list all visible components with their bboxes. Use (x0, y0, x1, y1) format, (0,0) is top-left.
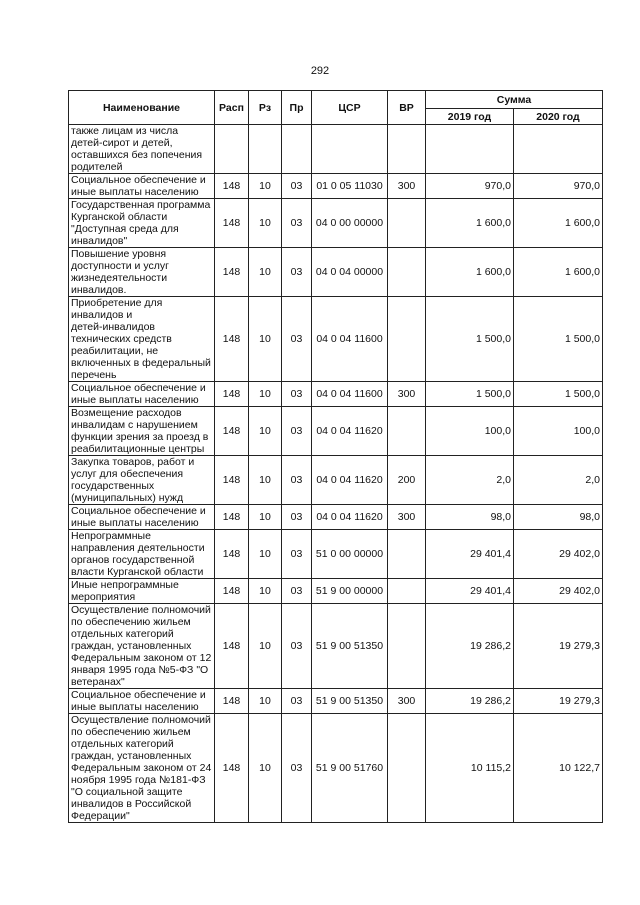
row-rz: 10 (249, 530, 282, 579)
row-2020: 1 600,0 (514, 199, 603, 248)
row-2019: 1 500,0 (426, 297, 514, 382)
row-2020: 970,0 (514, 174, 603, 199)
row-name: Социальное обеспечение и иные выплаты населению (69, 174, 215, 199)
row-name: Осуществление полномочий по обеспечению жильем отдельных категорий граждан, установленных Федеральным законом от 24 ноября 1995 года №181-ФЗ "О социальной защите инвалидов в Российской Федерации" (69, 714, 215, 823)
row-rasp: 148 (215, 714, 249, 823)
row-name: Закупка товаров, работ и услуг для обеспечения государственных (муниципальных) нужд (69, 456, 215, 505)
header-2020: 2020 год (514, 109, 603, 125)
row-csr: 04 0 04 00000 (312, 248, 388, 297)
row-rasp: 148 (215, 689, 249, 714)
row-rasp: 148 (215, 505, 249, 530)
row-2019: 10 115,2 (426, 714, 514, 823)
row-vr: 300 (388, 174, 426, 199)
row-rasp: 148 (215, 297, 249, 382)
row-2019: 1 600,0 (426, 248, 514, 297)
row-2020 (514, 125, 603, 174)
row-vr (388, 604, 426, 689)
row-rasp: 148 (215, 604, 249, 689)
table-row (69, 714, 603, 823)
row-csr: 51 0 00 00000 (312, 530, 388, 579)
row-pr: 03 (282, 382, 312, 407)
row-2020: 98,0 (514, 505, 603, 530)
row-csr: 04 0 04 11620 (312, 456, 388, 505)
row-rasp: 148 (215, 579, 249, 604)
row-name: Повышение уровня доступности и услуг жизнедеятельности инвалидов. (69, 248, 215, 297)
row-name: Социальное обеспечение и иные выплаты населению (69, 689, 215, 714)
row-vr (388, 297, 426, 382)
row-pr (282, 125, 312, 174)
row-2020: 1 500,0 (514, 297, 603, 382)
row-pr: 03 (282, 604, 312, 689)
row-rz: 10 (249, 505, 282, 530)
row-pr: 03 (282, 297, 312, 382)
table-row (69, 125, 603, 174)
header-csr: ЦСР (312, 91, 388, 125)
header-rz: Рз (249, 91, 282, 125)
row-rasp: 148 (215, 407, 249, 456)
row-name: также лицам из числа детей-сирот и детей, оставшихся без попечения родителей (69, 125, 215, 174)
row-2020: 29 402,0 (514, 579, 603, 604)
row-2020: 1 500,0 (514, 382, 603, 407)
row-pr: 03 (282, 579, 312, 604)
row-rz (249, 125, 282, 174)
row-rz: 10 (249, 579, 282, 604)
table-row (69, 530, 603, 579)
row-rz: 10 (249, 297, 282, 382)
row-csr: 04 0 04 11600 (312, 382, 388, 407)
row-pr: 03 (282, 407, 312, 456)
row-vr: 300 (388, 689, 426, 714)
row-rz: 10 (249, 407, 282, 456)
row-2019: 970,0 (426, 174, 514, 199)
table-row (69, 297, 603, 382)
row-csr: 51 9 00 51350 (312, 689, 388, 714)
row-csr: 51 9 00 00000 (312, 579, 388, 604)
row-vr (388, 248, 426, 297)
row-rasp: 148 (215, 530, 249, 579)
row-2019: 2,0 (426, 456, 514, 505)
row-rasp: 148 (215, 199, 249, 248)
row-csr: 04 0 04 11600 (312, 297, 388, 382)
table-row (69, 579, 603, 604)
row-rasp: 148 (215, 382, 249, 407)
row-2019: 1 500,0 (426, 382, 514, 407)
row-name: Осуществление полномочий по обеспечению жильем отдельных категорий граждан, установленных Федеральным законом от 12 января 1995 года №5-ФЗ "О ветеранах" (69, 604, 215, 689)
row-pr: 03 (282, 714, 312, 823)
table-row (69, 505, 603, 530)
row-csr: 51 9 00 51350 (312, 604, 388, 689)
table-row (69, 174, 603, 199)
row-pr: 03 (282, 505, 312, 530)
row-rz: 10 (249, 604, 282, 689)
row-csr: 01 0 05 11030 (312, 174, 388, 199)
table-row (69, 248, 603, 297)
row-2020: 19 279,3 (514, 689, 603, 714)
row-csr: 04 0 04 11620 (312, 505, 388, 530)
row-rz: 10 (249, 174, 282, 199)
row-vr: 300 (388, 505, 426, 530)
budget-table (68, 90, 603, 823)
table-row (69, 456, 603, 505)
row-2019: 29 401,4 (426, 579, 514, 604)
row-vr: 300 (388, 382, 426, 407)
row-2020: 10 122,7 (514, 714, 603, 823)
table-row (69, 199, 603, 248)
row-vr: 200 (388, 456, 426, 505)
row-vr (388, 579, 426, 604)
row-name: Государственная программа Курганской области "Доступная среда для инвалидов" (69, 199, 215, 248)
row-pr: 03 (282, 199, 312, 248)
row-csr: 51 9 00 51760 (312, 714, 388, 823)
row-rz: 10 (249, 714, 282, 823)
header-pr: Пр (282, 91, 312, 125)
row-vr (388, 530, 426, 579)
row-rz: 10 (249, 199, 282, 248)
row-name: Иные непрограммные мероприятия (69, 579, 215, 604)
row-2020: 19 279,3 (514, 604, 603, 689)
row-2019: 1 600,0 (426, 199, 514, 248)
row-csr: 04 0 04 11620 (312, 407, 388, 456)
row-rasp (215, 125, 249, 174)
header-vr: ВР (388, 91, 426, 125)
row-name: Непрограммные направления деятельности органов государственной власти Курганской области (69, 530, 215, 579)
row-2019: 100,0 (426, 407, 514, 456)
table-row (69, 604, 603, 689)
row-name: Приобретение для инвалидов и детей-инвалидов технических средств реабилитации, не включенных в федеральный перечень (69, 297, 215, 382)
row-2020: 1 600,0 (514, 248, 603, 297)
row-name: Возмещение расходов инвалидам с нарушением функции зрения за проезд в реабилитационные центры (69, 407, 215, 456)
row-2020: 29 402,0 (514, 530, 603, 579)
row-rz: 10 (249, 248, 282, 297)
row-pr: 03 (282, 530, 312, 579)
row-2020: 2,0 (514, 456, 603, 505)
row-pr: 03 (282, 689, 312, 714)
row-rz: 10 (249, 456, 282, 505)
row-pr: 03 (282, 456, 312, 505)
row-vr (388, 199, 426, 248)
row-2019: 98,0 (426, 505, 514, 530)
row-pr: 03 (282, 248, 312, 297)
row-vr (388, 714, 426, 823)
header-rasp: Расп (215, 91, 249, 125)
row-csr (312, 125, 388, 174)
row-name: Социальное обеспечение и иные выплаты населению (69, 382, 215, 407)
row-rz: 10 (249, 689, 282, 714)
table-row (69, 689, 603, 714)
row-csr: 04 0 00 00000 (312, 199, 388, 248)
header-name: Наименование (69, 91, 215, 125)
row-vr (388, 407, 426, 456)
row-2019: 19 286,2 (426, 689, 514, 714)
table-row (69, 382, 603, 407)
table-row (69, 407, 603, 456)
row-pr: 03 (282, 174, 312, 199)
row-vr (388, 125, 426, 174)
page-number: 292 (310, 65, 330, 77)
header-2019: 2019 год (426, 109, 514, 125)
row-2019 (426, 125, 514, 174)
row-rasp: 148 (215, 248, 249, 297)
row-2019: 19 286,2 (426, 604, 514, 689)
row-rz: 10 (249, 382, 282, 407)
row-name: Социальное обеспечение и иные выплаты населению (69, 505, 215, 530)
row-rasp: 148 (215, 174, 249, 199)
row-rasp: 148 (215, 456, 249, 505)
header-sum: Сумма (426, 91, 603, 109)
row-2020: 100,0 (514, 407, 603, 456)
row-2019: 29 401,4 (426, 530, 514, 579)
